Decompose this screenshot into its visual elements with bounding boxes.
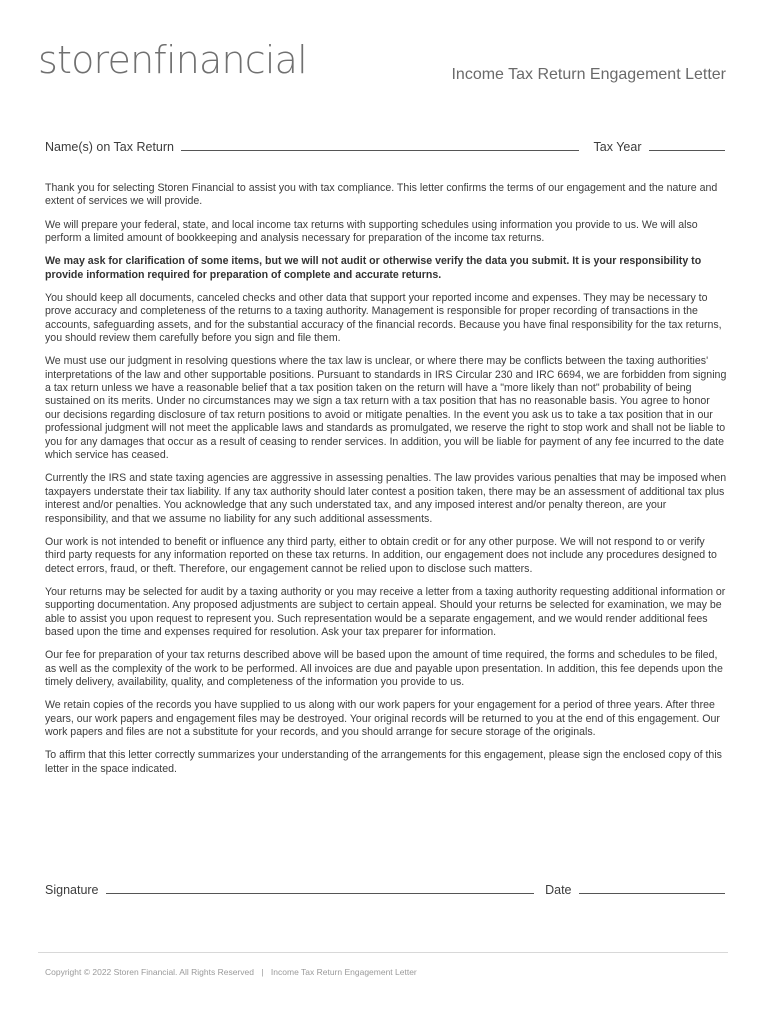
names-field[interactable] xyxy=(181,139,579,151)
paragraph: Our work is not intended to benefit or influence any third party, either to obtain credit or for any other purpose. We will not respond to or verify third party requests for any information reported on these tax returns. In addition, our engagement does not include any procedures designed to detect errors, fraud, or theft. Therefore, our engagement cannot be relied upon to disclose such matters. xyxy=(45,535,717,575)
tax-year-group xyxy=(594,139,725,154)
paragraph: You should keep all documents, canceled checks and other data that support your reported income and expenses. They may be necessary to prove accuracy and completeness of the returns to a taxing authority. Management is responsible for proper recording of transactions in the accounts, safeguarding assets, and for the substantial accuracy of the financial records. Because you have final responsibility for the tax returns, you should review them carefully before you sign and file them. xyxy=(45,291,722,345)
letter-title: Income Tax Return Engagement Letter xyxy=(451,66,726,83)
company-logo: storenfinancial xyxy=(38,38,307,82)
paragraph: Currently the IRS and state taxing agencies are aggressive in assessing penalties. The law provides various penalties that may be imposed when taxpayers understate their tax liability. If any tax authority should later contest a position taken, there may be an assessment of additional tax plus interest and/or penalties. You acknowledge that any such understated tax, and any imposed interest and/or penalty thereon, are your responsibility, and that we assume no liability for any such additional assessments. xyxy=(45,472,727,525)
footer-divider xyxy=(38,952,728,953)
footer-separator: | xyxy=(261,967,264,977)
paragraph: Your returns may be selected for audit by a taxing authority or you may receive a letter from a taxing authority requesting additional information or supporting documentation. Any proposed adjustments are subject to certain appeal. Should your returns be selected for examination, we may be able to assist you upon request to represent you. Such representation would be a separate engagement, and we would render additional fees based upon the time and expenses required for resolution. Ask your tax preparer for information. xyxy=(45,585,726,638)
signature-label: Signature xyxy=(45,883,99,897)
footer-copyright: Copyright © 2022 Storen Financial. All Rights Reserved xyxy=(45,967,254,977)
letter-body xyxy=(45,182,727,786)
tax-year-field[interactable] xyxy=(649,139,725,151)
paragraph: We must use our judgment in resolving questions where the tax law is unclear, or where there may be conflicts between the taxing authorities' interpretations of the law and other supportable positions. Pursuant to standards in IRS Circular 230 and IRC 6694, we are forbidden from signing a tax return unless we have a reasonable belief that a tax position taken on the return will have a "more likely than not" probability of being sustained on its merits. Under no circumstances may we sign a tax return with a tax position that has no reasonable basis. You agree to honor our decisions regarding disclosure of tax return positions to avoid or mitigate penalties. In the event you ask us to take a tax position that in our professional judgment will not meet the applicable laws and standards as promulgated, we reserve the right to stop work and shall not be liable to you for any damages that occur as a result of ceasing to render services. In addition, you will be liable for payment of any fee incurred to the date which service has ceased. xyxy=(45,355,727,462)
paragraph: Our fee for preparation of your tax returns described above will be based upon the amount of time required, the forms and schedules to be filed, as well as the complexity of the work to be performed. All invoices are due and payable upon presentation. In addition, this fee depends upon the timely delivery, availability, quality, and completeness of the information you provide to us. xyxy=(45,649,723,688)
date-label: Date xyxy=(545,883,572,897)
paragraph: To affirm that this letter correctly summarizes your understanding of the arrangements for this engagement, please sign the enclosed copy of this letter in the space indicated. xyxy=(45,749,722,775)
date-field[interactable] xyxy=(579,882,725,894)
names-row xyxy=(45,139,725,154)
signature-field[interactable] xyxy=(106,882,534,894)
date-group xyxy=(545,882,725,897)
paragraph: We will prepare your federal, state, and local income tax returns with supporting schedules using information you provide to us. We will also perform a limited amount of bookkeeping and analysis necessary for preparation of the income tax returns. xyxy=(45,218,698,245)
footer xyxy=(45,967,417,977)
paragraph-bold: We may ask for clarification of some items, but we will not audit or otherwise verify the data you submit. It is your responsibility to provide information required for preparation of complete and accurate returns. xyxy=(45,255,702,281)
paragraph: We retain copies of the records you have supplied to us along with our work papers for your engagement for a period of three years. After three years, our work papers and engagement files may be destroyed. Your original records will be returned to you at the end of this engagement. Our work papers and files are not a substitute for your records, and you should arrange for secure storage of the originals. xyxy=(45,699,720,738)
paragraph: Thank you for selecting Storen Financial to assist you with tax compliance. This letter confirms the terms of our engagement and the nature and extent of services we will provide. xyxy=(45,182,718,208)
footer-doc-name: Income Tax Return Engagement Letter xyxy=(270,967,417,977)
signature-row xyxy=(45,882,725,897)
names-label: Name(s) on Tax Return xyxy=(45,140,174,154)
tax-year-label: Tax Year xyxy=(593,140,642,154)
